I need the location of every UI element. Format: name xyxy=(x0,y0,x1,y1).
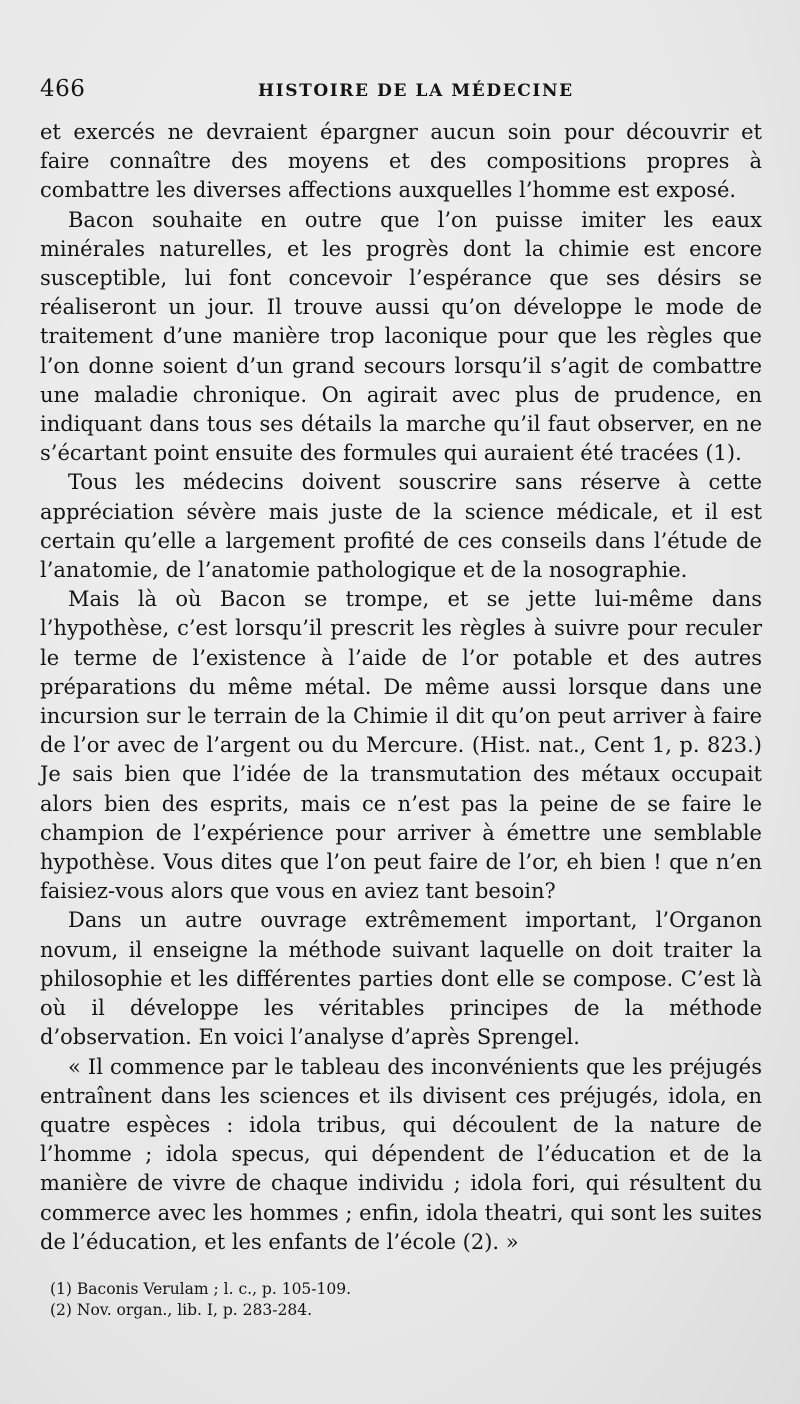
paragraph-4: Mais là où Bacon se trompe, et se jette lui-même dans l’hypothèse, c’est lorsqu’il prescrit les règles à suivre pour reculer le terme de l’existence à l’aide de l’or potable et des autres préparations du même métal. De même aussi lorsque dans une incursion sur le terrain de la Chimie il dit qu’on peut arriver à faire de l’or avec de l’argent ou du Mercure. (Hist. nat., Cent 1, p. 823.) Je sais bien que l’idée de la transmutation des métaux occupait alors bien des esprits, mais ce n’est pas la peine de se faire le champion de l’expérience pour arriver à émettre une semblable hypothèse. Vous dites que l’on peut faire de l’or, eh bien ! que n’en faisiez-vous alors que vous en aviez tant besoin? xyxy=(40,587,762,904)
body-text xyxy=(40,118,762,1257)
paragraph-5: Dans un autre ouvrage extrêmement important, l’Organon novum, il enseigne la méthode suivant laquelle on doit traiter la philosophie et les différentes parties dont elle se compose. C’est là où il développe les véritables principes de la méthode d’observation. En voici l’analyse d’après Sprengel. xyxy=(40,908,762,1050)
page-number: 466 xyxy=(40,76,86,102)
paragraph-2: Bacon souhaite en outre que l’on puisse imiter les eaux minérales naturelles, et les progrès dont la chimie est encore susceptible, lui font concevoir l’espérance que ses désirs se réaliseront un jour. Il trouve aussi qu’on développe le mode de traitement d’une manière trop laconique pour que les règles que l’on donne soient d’un grand secours lorsqu’il s’agit de combattre une maladie chronique. On agirait avec plus de prudence, en indiquant dans tous ses détails la marche qu’il faut observer, en ne s’écartant point ensuite des formules qui auraient été tracées (1). xyxy=(40,207,762,466)
paragraph-3: Tous les médecins doivent souscrire sans réserve à cette appréciation sévère mais juste de la science médicale, et il est certain qu’elle a largement profité de ces conseils dans l’étude de l’anatomie, de l’anatomie pathologique et de la nosographie. xyxy=(40,470,762,583)
page-header xyxy=(40,76,762,116)
footnote-2: (2) Nov. organ., lib. I, p. 283-284. xyxy=(50,1300,312,1319)
paragraph-6: « Il commence par le tableau des inconvénients que les préjugés entraînent dans les sciences et ils divisent ces préjugés, idola, en quatre espèces : idola tribus, qui découlent de la nature de l’homme ; idola specus, qui dépendent de l’éducation et de la manière de vivre de chaque individu ; idola fori, qui résultent du commerce avec les hommes ; enfin, idola theatri, qui sont les suites de l’éducation, et les enfants de l’école (2). » xyxy=(40,1054,762,1254)
paragraph-1: et exercés ne devraient épargner aucun soin pour découvrir et faire connaître des moyens et des compositions propres à combattre les diverses affections auxquelles l’homme est exposé. xyxy=(40,120,762,203)
running-title: HISTOIRE DE LA MÉDECINE xyxy=(258,81,574,101)
footnote-1: (1) Baconis Verulam ; l. c., p. 105-109. xyxy=(50,1279,352,1298)
footnotes xyxy=(40,1279,762,1321)
